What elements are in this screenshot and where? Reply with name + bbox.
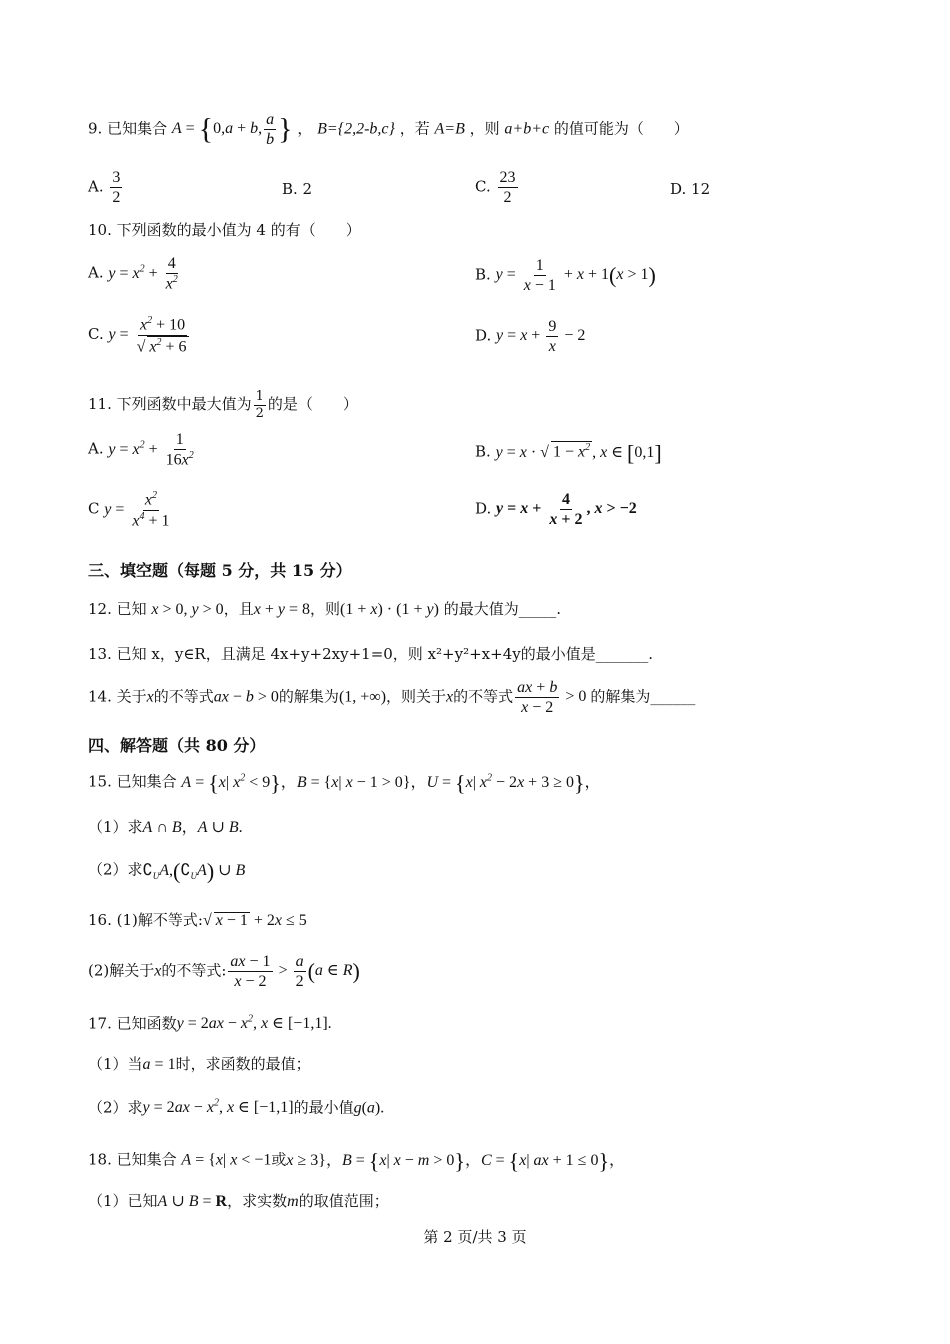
q9-comma: ， — [297, 119, 313, 138]
q10-option-d: D. y = x + $\frac{9}{x}$ − 2 — [475, 318, 586, 356]
question-17-part-2: （2）求$y = 2ax - x^2$, x ∈ [−1,1]的最小值g(a). — [88, 1098, 385, 1117]
section-fill-in: 三、填空题（每题 5 分，共 15 分） — [88, 561, 352, 580]
q9-option-a: A. $\frac{3}{2}$ — [88, 169, 121, 207]
q11-option-a: A. $y = x^2$ + $\frac{1}{16x^2}$ — [88, 431, 194, 469]
q9-number: 9. — [88, 119, 103, 138]
q10-option-b: B. y = $\frac{1}{x - 1}$ + x + 1(x > 1) — [475, 257, 656, 295]
q9-option-c: C. $\frac{23}{2}$ — [475, 169, 516, 207]
question-15: 15. 已知集合 A = {x| $x^2 < 9$}，B = {x| x − 1 > 0}，U = {x| $x^2 - 2x + 3 \ge 0$}， — [88, 770, 601, 795]
question-15-part-2: （2）求$∁_UA,(∁_UA)$ ∪ B — [88, 858, 246, 883]
q9-set-b: B={2,2-b,c} — [317, 120, 395, 138]
q10-option-c: C. y = $\frac{x^2 + 10}{√ x^2 + 6}$ — [88, 315, 187, 355]
question-18-part-1: （1）已知A ∪ B = R，求实数m的取值范围； — [88, 1192, 389, 1210]
question-17-part-1: （1）当a = 1时，求函数的最值； — [88, 1055, 311, 1073]
q9-text: 已知集合 — [107, 119, 168, 138]
q10-option-a: A. $y = x^2$ + $\frac{4}{x^2}$ — [88, 255, 178, 293]
q11-option-d: D. y = x + $\frac{4}{x + 2}$ , x > −2 — [475, 491, 637, 529]
question-10: 10. 下列函数的最小值为 4 的有（ ） — [88, 221, 361, 239]
question-18: 18. 已知集合 A = {x| x < −1或x ≥ 3}，B = {x| x − m > 0}，C = {x| ax + 1 ≤ 0}， — [88, 1148, 626, 1173]
question-15-part-1: （1）求A ∩ B，A ∪ B. — [88, 818, 243, 836]
question-14: 14. 关于x的不等式ax − b > 0的解集为(1, +∞)，则关于x的不等式 $\frac{ax + b}{x - 2}$ > 0 的解集为______ — [88, 679, 696, 717]
q9-option-b: B. 2 — [282, 180, 313, 198]
q9-option-d: D. 12 — [670, 180, 711, 198]
q11-option-b: B. y = x · √ $1 - x^2$ , x ∈ [0,1] — [475, 440, 662, 465]
question-13: 13. 已知 x，y∈R，且满足 4x+y+2xy+1=0，则 x²+y²+x+4y的最小值是_______. — [88, 645, 653, 663]
q9-target: a+b+c — [504, 120, 550, 138]
q9-set-a: A = {0,a + b, $\frac{a}{b}$ } — [171, 111, 293, 149]
q9-cond: A=B — [434, 120, 465, 138]
page-footer: 第 2 页/共 3 页 — [423, 1228, 527, 1246]
question-9 — [88, 110, 689, 149]
q11-option-c: C y = $\frac{x^2}{x^4 + 1}$ — [88, 490, 170, 529]
q9-cond-pre: ，若 — [399, 119, 430, 138]
question-17: 17. 已知函数$y = 2ax - x^2$, x ∈ [−1,1]. — [88, 1014, 332, 1033]
question-12: 12. 已知 x > 0, y > 0，且x + y = 8，则(1 + x) · (1 + y) 的最大值为_____. — [88, 600, 561, 618]
question-11: 11. 下列函数中最大值为 $\frac{1}{2}$ 的是（ ） — [88, 389, 358, 421]
q9-cond-post: ，则 — [469, 119, 500, 138]
q9-tail: 的值可能为（ ） — [553, 119, 689, 138]
section-answers: 四、解答题（共 80 分） — [88, 736, 266, 755]
question-16: 16. (1)解不等式:√ x − 1 + 2x ≤ 5 — [88, 911, 307, 929]
question-16-part-2: (2)解关于x的不等式: $\frac{ax - 1}{x - 2}$ > $\frac{a}{2}$ (a ∈ R) — [88, 953, 360, 991]
